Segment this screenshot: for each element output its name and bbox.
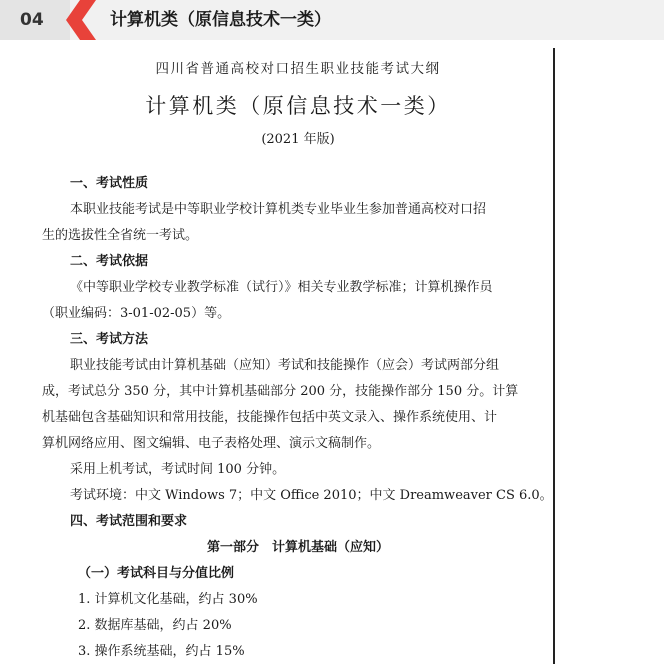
banner-title: 计算机类（原信息技术一类） xyxy=(110,10,331,30)
document-title: 计算机类（原信息技术一类） xyxy=(145,94,451,118)
subsection-heading: （一）考试科目与分值比例 xyxy=(78,566,235,581)
list-item: 1. 计算机文化基础，约占 30% xyxy=(78,592,258,607)
document-page xyxy=(42,40,554,664)
paragraph-line: 本职业技能考试是中等职业学校计算机类专业毕业生参加普通高校对口招 xyxy=(70,202,487,217)
section-heading-nature: 一、考试性质 xyxy=(70,176,149,191)
paragraph-line: 机基础包含基础知识和常用技能，技能操作包括中英文录入、操作系统使用、计 xyxy=(42,410,498,425)
chevron-arrow-icon xyxy=(66,0,102,40)
section-heading-scope: 四、考试范围和要求 xyxy=(70,514,188,529)
paragraph-line: 《中等职业学校专业教学标准（试行）》相关专业教学标准；计算机操作员 xyxy=(70,280,493,295)
paragraph-line: 成，考试总分 350 分，其中计算机基础部分 200 分，技能操作部分 150 分。计算 xyxy=(42,384,519,399)
paragraph-line: 考试环境：中文 Windows 7；中文 Office 2010；中文 Dreamweaver CS 6.0。 xyxy=(70,488,553,503)
part-title: 第一部分 计算机基础（应知） xyxy=(206,540,389,555)
list-item: 3. 操作系统基础，约占 15% xyxy=(78,644,245,659)
paragraph-line: 算机网络应用、图文编辑、电子表格处理、演示文稿制作。 xyxy=(42,436,381,451)
paragraph-line: 职业技能考试由计算机基础（应知）考试和技能操作（应会）考试两部分组 xyxy=(70,358,500,373)
paragraph-line: （职业编码：3-01-02-05）等。 xyxy=(42,306,231,321)
section-heading-basis: 二、考试依据 xyxy=(70,254,149,269)
paragraph-line: 采用上机考试，考试时间 100 分钟。 xyxy=(70,462,286,477)
list-item: 2. 数据库基础，约占 20% xyxy=(78,618,232,633)
section-heading-method: 三、考试方法 xyxy=(70,332,149,347)
document-version: (2021 年版) xyxy=(261,132,335,147)
section-number-badge: 04 xyxy=(0,0,70,40)
document-header: 四川省普通高校对口招生职业技能考试大纲 xyxy=(155,61,441,77)
header-banner xyxy=(0,0,664,40)
paragraph-line: 生的选拔性全省统一考试。 xyxy=(42,228,199,243)
